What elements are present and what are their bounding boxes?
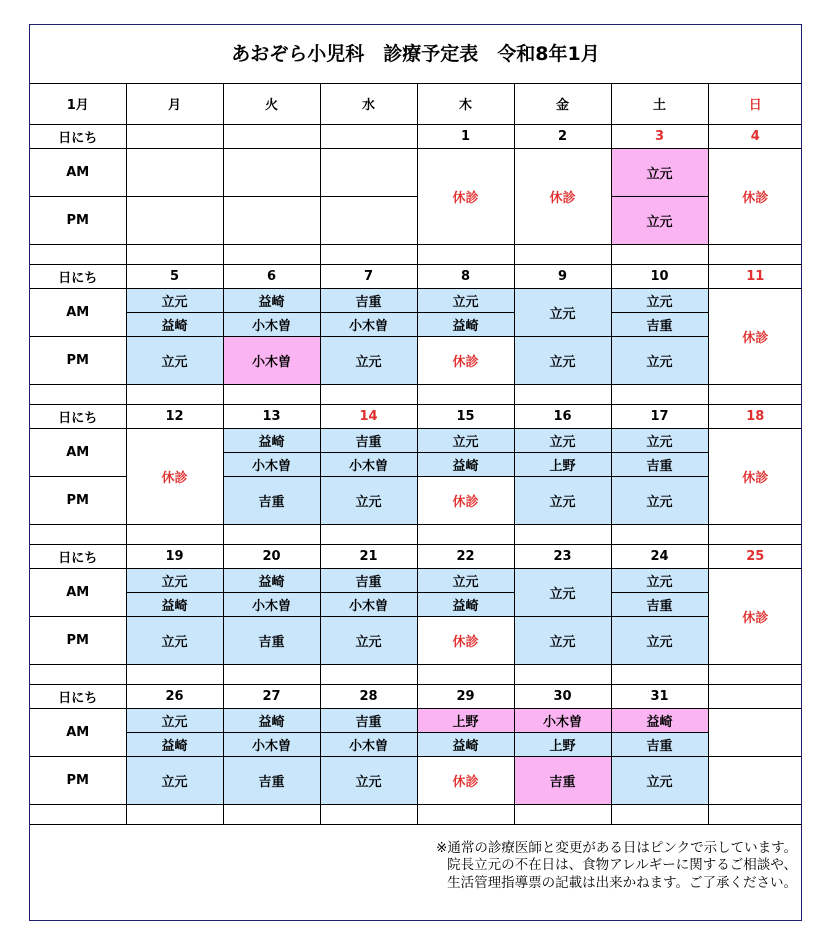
pm-row — [30, 757, 802, 805]
doctor-name: 立元 — [612, 429, 708, 453]
doctor-name: 益崎 — [224, 569, 320, 593]
date-cell: 4 — [708, 125, 802, 149]
doctor-name: 小木曽 — [321, 593, 417, 616]
doctor-name: 益崎 — [418, 593, 514, 616]
pm-label: PM — [30, 617, 126, 665]
pm-cell — [223, 197, 320, 245]
am-cell — [223, 149, 320, 197]
date-cell: 26 — [126, 685, 223, 709]
date-row-label: 日にち — [30, 125, 126, 149]
weekday-header-row — [30, 83, 802, 125]
spacer-cell — [514, 525, 611, 545]
pm-cell: 立元 — [126, 337, 223, 385]
pm-cell: 立元 — [611, 477, 708, 525]
am-row — [30, 709, 802, 757]
date-row — [30, 265, 802, 289]
pm-cell: 立元 — [320, 337, 417, 385]
date-row — [30, 685, 802, 709]
doctor-name: 吉重 — [321, 709, 417, 733]
doctor-name: 小木曽 — [321, 313, 417, 336]
am-row — [30, 569, 802, 617]
spacer-cell — [417, 385, 514, 405]
date-cell: 10 — [611, 265, 708, 289]
am-label: AM — [30, 709, 126, 757]
date-cell: 17 — [611, 405, 708, 429]
date-cell: 2 — [514, 125, 611, 149]
doctor-name: 立元 — [127, 569, 223, 593]
date-cell: 3 — [611, 125, 708, 149]
spacer-cell — [30, 385, 126, 405]
date-row-label: 日にち — [30, 265, 126, 289]
am-cell — [417, 289, 514, 337]
pm-cell — [708, 757, 802, 805]
weekday-label: 水 — [320, 83, 417, 125]
pm-label: PM — [30, 197, 126, 245]
page-title: あおぞら小児科 診療予定表 令和8年1月 — [30, 25, 801, 84]
date-row — [30, 405, 802, 429]
pm-cell — [320, 197, 417, 245]
pm-cell: 立元 — [514, 617, 611, 665]
am-cell — [126, 149, 223, 197]
footnote — [436, 840, 797, 893]
spacer-cell — [708, 805, 802, 825]
week-spacer — [30, 525, 802, 545]
spacer-cell — [611, 385, 708, 405]
date-cell — [223, 125, 320, 149]
pm-cell: 立元 — [514, 337, 611, 385]
pm-cell: 立元 — [611, 337, 708, 385]
schedule-table — [30, 83, 802, 825]
date-cell: 14 — [320, 405, 417, 429]
weekday-label: 金 — [514, 83, 611, 125]
doctor-name: 益崎 — [127, 593, 223, 616]
spacer-cell — [514, 665, 611, 685]
am-cell — [320, 569, 417, 617]
date-cell: 27 — [223, 685, 320, 709]
doctor-name: 益崎 — [127, 733, 223, 756]
am-cell — [611, 569, 708, 617]
spacer-cell — [417, 245, 514, 265]
doctor-name: 小木曽 — [515, 709, 611, 733]
am-label: AM — [30, 289, 126, 337]
doctor-name: 吉重 — [321, 569, 417, 593]
pm-cell: 立元 — [320, 617, 417, 665]
pm-cell — [126, 197, 223, 245]
week-spacer — [30, 805, 802, 825]
pm-cell: 立元 — [126, 617, 223, 665]
am-cell — [223, 429, 320, 477]
am-row — [30, 149, 802, 197]
note-line: 生活管理指導票の記載は出来かねます。ご了承ください。 — [447, 874, 797, 891]
spacer-cell — [611, 805, 708, 825]
am-row — [30, 429, 802, 477]
am-cell — [320, 289, 417, 337]
doctor-name: 小木曽 — [224, 593, 320, 616]
pm-cell: 休診 — [417, 617, 514, 665]
weekday-label: 土 — [611, 83, 708, 125]
doctor-name: 小木曽 — [224, 733, 320, 756]
doctor-name: 立元 — [418, 569, 514, 593]
am-cell — [708, 709, 802, 757]
date-cell: 9 — [514, 265, 611, 289]
pm-cell: 立元 — [320, 757, 417, 805]
doctor-name: 吉重 — [612, 313, 708, 336]
date-cell: 7 — [320, 265, 417, 289]
spacer-cell — [708, 665, 802, 685]
doctor-name: 益崎 — [224, 429, 320, 453]
doctor-name: 益崎 — [224, 289, 320, 313]
am-cell — [417, 569, 514, 617]
spacer-cell — [514, 385, 611, 405]
doctor-name: 小木曽 — [224, 453, 320, 476]
date-cell: 20 — [223, 545, 320, 569]
doctor-name: 立元 — [418, 429, 514, 453]
pm-row — [30, 197, 802, 245]
date-cell: 16 — [514, 405, 611, 429]
doctor-name: 吉重 — [612, 733, 708, 756]
closed-cell: 休診 — [126, 429, 223, 525]
pm-cell: 休診 — [417, 757, 514, 805]
doctor-name: 益崎 — [418, 453, 514, 476]
date-row-label: 日にち — [30, 545, 126, 569]
am-label: AM — [30, 569, 126, 617]
spacer-cell — [417, 525, 514, 545]
spacer-cell — [611, 245, 708, 265]
pm-cell: 吉重 — [223, 477, 320, 525]
date-cell: 1 — [417, 125, 514, 149]
date-cell: 13 — [223, 405, 320, 429]
spacer-cell — [320, 385, 417, 405]
doctor-name: 立元 — [127, 289, 223, 313]
am-cell — [320, 709, 417, 757]
weekday-label: 火 — [223, 83, 320, 125]
spacer-cell — [708, 245, 802, 265]
doctor-name: 上野 — [418, 709, 514, 733]
spacer-cell — [30, 245, 126, 265]
am-cell: 立元 — [514, 569, 611, 617]
date-cell: 28 — [320, 685, 417, 709]
doctor-name: 立元 — [612, 289, 708, 313]
date-cell: 11 — [708, 265, 802, 289]
pm-cell: 立元 — [320, 477, 417, 525]
date-cell: 12 — [126, 405, 223, 429]
am-cell — [223, 709, 320, 757]
pm-cell: 吉重 — [514, 757, 611, 805]
am-row — [30, 289, 802, 337]
doctor-name: 益崎 — [224, 709, 320, 733]
month-label: 1月 — [30, 83, 126, 125]
pm-cell: 立元 — [611, 617, 708, 665]
date-cell: 22 — [417, 545, 514, 569]
doctor-name: 立元 — [418, 289, 514, 313]
am-cell — [514, 709, 611, 757]
am-cell — [611, 289, 708, 337]
spacer-cell — [30, 665, 126, 685]
spacer-cell — [320, 665, 417, 685]
closed-cell: 休診 — [514, 149, 611, 245]
note-line: ※通常の診療医師と変更がある日はピンクで示しています。 — [436, 839, 797, 856]
am-label: AM — [30, 429, 126, 477]
date-cell: 8 — [417, 265, 514, 289]
am-cell — [320, 429, 417, 477]
spacer-cell — [126, 245, 223, 265]
doctor-name: 小木曽 — [224, 313, 320, 336]
date-row — [30, 125, 802, 149]
closed-cell: 休診 — [708, 289, 802, 385]
date-cell: 31 — [611, 685, 708, 709]
pm-label: PM — [30, 477, 126, 525]
spacer-cell — [514, 245, 611, 265]
pm-cell: 吉重 — [223, 757, 320, 805]
spacer-cell — [223, 385, 320, 405]
spacer-cell — [126, 385, 223, 405]
date-cell: 5 — [126, 265, 223, 289]
doctor-name: 立元 — [127, 709, 223, 733]
am-cell — [223, 569, 320, 617]
pm-cell: 立元 — [611, 197, 708, 245]
pm-cell: 小木曽 — [223, 337, 320, 385]
doctor-name: 小木曽 — [321, 453, 417, 476]
date-row-label: 日にち — [30, 405, 126, 429]
spacer-cell — [223, 665, 320, 685]
doctor-name: 上野 — [515, 453, 611, 476]
date-cell: 15 — [417, 405, 514, 429]
spacer-cell — [320, 245, 417, 265]
spacer-cell — [126, 525, 223, 545]
doctor-name: 益崎 — [127, 313, 223, 336]
week-spacer — [30, 385, 802, 405]
date-cell — [320, 125, 417, 149]
weekday-label: 木 — [417, 83, 514, 125]
pm-cell: 立元 — [514, 477, 611, 525]
spacer-cell — [30, 525, 126, 545]
am-cell: 立元 — [514, 289, 611, 337]
doctor-name: 益崎 — [418, 313, 514, 336]
spacer-cell — [126, 805, 223, 825]
spacer-cell — [223, 525, 320, 545]
closed-cell: 休診 — [708, 569, 802, 665]
weekday-label: 月 — [126, 83, 223, 125]
date-cell — [708, 685, 802, 709]
spacer-cell — [320, 525, 417, 545]
closed-cell: 休診 — [708, 429, 802, 525]
pm-cell: 休診 — [417, 477, 514, 525]
date-row — [30, 545, 802, 569]
pm-row — [30, 337, 802, 385]
doctor-name: 吉重 — [321, 429, 417, 453]
spacer-cell — [320, 805, 417, 825]
doctor-name: 小木曽 — [321, 733, 417, 756]
am-cell — [126, 289, 223, 337]
date-cell: 21 — [320, 545, 417, 569]
doctor-name: 吉重 — [321, 289, 417, 313]
doctor-name: 吉重 — [612, 453, 708, 476]
spacer-cell — [126, 665, 223, 685]
am-cell — [611, 429, 708, 477]
spacer-cell — [708, 385, 802, 405]
doctor-name: 益崎 — [612, 709, 708, 733]
am-cell — [223, 289, 320, 337]
am-label: AM — [30, 149, 126, 197]
closed-cell: 休診 — [708, 149, 802, 245]
doctor-name: 益崎 — [418, 733, 514, 756]
doctor-name: 立元 — [612, 569, 708, 593]
date-cell: 25 — [708, 545, 802, 569]
weekday-label: 日 — [708, 83, 802, 125]
am-cell — [514, 429, 611, 477]
pm-cell: 休診 — [417, 337, 514, 385]
pm-cell: 吉重 — [223, 617, 320, 665]
schedule-sheet — [29, 24, 802, 921]
spacer-cell — [708, 525, 802, 545]
week-spacer — [30, 245, 802, 265]
am-cell — [126, 569, 223, 617]
spacer-cell — [611, 665, 708, 685]
spacer-cell — [417, 665, 514, 685]
am-cell — [320, 149, 417, 197]
spacer-cell — [514, 805, 611, 825]
week-spacer — [30, 665, 802, 685]
date-cell: 6 — [223, 265, 320, 289]
am-cell — [417, 429, 514, 477]
spacer-cell — [611, 525, 708, 545]
spacer-cell — [223, 805, 320, 825]
pm-cell: 立元 — [611, 757, 708, 805]
spacer-cell — [223, 245, 320, 265]
date-cell: 29 — [417, 685, 514, 709]
am-cell — [126, 709, 223, 757]
date-cell: 23 — [514, 545, 611, 569]
spacer-cell — [417, 805, 514, 825]
date-row-label: 日にち — [30, 685, 126, 709]
spacer-cell — [30, 805, 126, 825]
doctor-name: 上野 — [515, 733, 611, 756]
date-cell: 19 — [126, 545, 223, 569]
date-cell — [126, 125, 223, 149]
closed-cell: 休診 — [417, 149, 514, 245]
am-cell — [611, 709, 708, 757]
pm-label: PM — [30, 757, 126, 805]
doctor-name: 吉重 — [612, 593, 708, 616]
doctor-name: 立元 — [515, 429, 611, 453]
pm-row — [30, 617, 802, 665]
am-cell — [417, 709, 514, 757]
date-cell: 18 — [708, 405, 802, 429]
date-cell: 30 — [514, 685, 611, 709]
date-cell: 24 — [611, 545, 708, 569]
note-line: 院長立元の不在日は、食物アレルギーに関するご相談や、 — [447, 857, 797, 873]
pm-label: PM — [30, 337, 126, 385]
am-cell: 立元 — [611, 149, 708, 197]
pm-cell: 立元 — [126, 757, 223, 805]
